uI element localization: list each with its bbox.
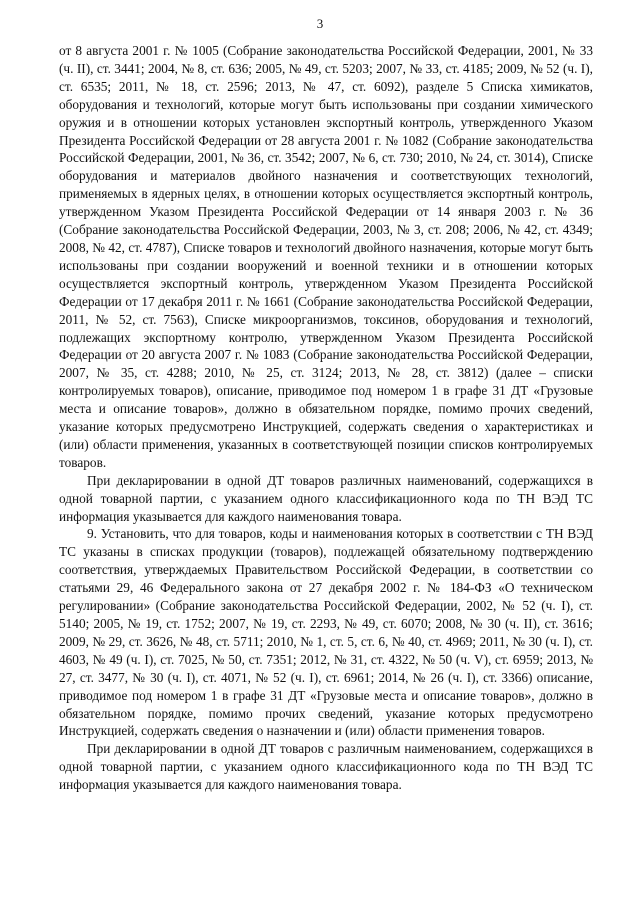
paragraph-declaring-different-names: При декларировании в одной ДТ товаров различных наименований, содержащихся в одной товарной партии, с указанием одного классификационного кода по ТН ВЭД ТС информация указывается для каждого наименования товара.	[59, 472, 593, 524]
document-body	[59, 42, 593, 794]
paragraph-item-9-conformity: 9. Установить, что для товаров, коды и наименования которых в соответствии с ТН ВЭД ТС указаны в списках продукции (товаров), подлежащей обязательному подтверждению соответствия, утверждаемых Правительством Российской Федерации, в соответствии со статьями 29, 46 Федерального закона от 27 декабря 2002 г. № 184-ФЗ «О техническом регулировании» (Собрание законодательства Российской Федерации, 2002, № 52 (ч. I), ст. 5140; 2005, № 19, ст. 1752; 2007, № 19, ст. 2293, № 49, ст. 6070; 2008, № 30 (ч. II), ст. 3616; 2009, № 29, ст. 3626, № 48, ст. 5711; 2010, № 1, ст. 5, ст. 6, № 40, ст. 4969; 2011, № 30 (ч. I), ст. 4603, № 49 (ч. I), ст. 7025, № 50, ст. 7351; 2012, № 31, ст. 4322, № 50 (ч. V), ст. 6959; 2013, № 27, ст. 3477, № 30 (ч. I), ст. 4071, № 52 (ч. I), ст. 6961; 2014, № 26 (ч. I), ст. 3366) описание, приводимое под номером 1 в графе 31 ДТ «Грузовые места и описание товаров», должно в обязательном порядке, помимо прочих сведений, указание которых предусмотрено Инструкцией, содержать сведения о назначении и (или) области применения товаров.	[59, 526, 593, 739]
paragraph-declaring-different-name-final: При декларировании в одной ДТ товаров с различным наименованием, содержащихся в одной товарной партии, с указанием одного классификационного кода по ТН ВЭД ТС информация указывается для каждого наименования товара.	[59, 741, 593, 793]
page-number: 3	[316, 16, 324, 31]
paragraph-export-control-lists: от 8 августа 2001 г. № 1005 (Собрание законодательства Российской Федерации, 2001, № 33 (ч. II), ст. 3441; 2004, № 8, ст. 636; 2005, № 49, ст. 5203; 2007, № 33, ст. 4185; 2009, № 52 (ч. I), ст. 6535; 2011, № 18, ст. 2596; 2013, № 47, ст. 6092), разделе 5 Списка химикатов, оборудования и технологий, которые могут быть использованы при создании химического оружия и в отношении которых установлен экспортный контроль, утвержденного Указом Президента Российской Федерации от 28 августа 2001 г. № 1082 (Собрание законодательства Российской Федерации, 2001, № 36, ст. 3542; 2007, № 6, ст. 730; 2010, № 24, ст. 3014), Списке оборудования и материалов двойного назначения и соответствующих технологий, применяемых в ядерных целях, в отношении которых осуществляется экспортный контроль, утвержденном Указом Президента Российской Федерации от 14 января 2003 г. № 36 (Собрание законодательства Российской Федерации, 2003, № 3, ст. 208; 2006, № 42, ст. 4349; 2008, № 42, ст. 4787), Списке товаров и технологий двойного назначения, которые могут быть использованы при создании вооружений и военной техники и в отношении которых осуществляется экспортный контроль, утвержденном Указом Президента Российской Федерации от 17 декабря 2011 г. № 1661 (Собрание законодательства Российской Федерации, 2011, № 52, ст. 7563), Списке микроорганизмов, токсинов, оборудования и технологий, подлежащих экспортному контролю, утвержденном Указом Президента Российской Федерации от 20 августа 2007 г. № 1083 (Собрание законодательства Российской Федерации, 2007, № 35, ст. 4288; 2010, № 25, ст. 3124; 2013, № 28, ст. 3812) (далее – списки контролируемых товаров), описание, приводимое под номером 1 в графе 31 ДТ «Грузовые места и описание товаров», должно в обязательном порядке, помимо прочих сведений, указание которых предусмотрено Инструкцией, содержать сведения о характеристиках и (или) области применения, указанных в соответствующей позиции списков контролируемых товаров.	[59, 43, 593, 470]
